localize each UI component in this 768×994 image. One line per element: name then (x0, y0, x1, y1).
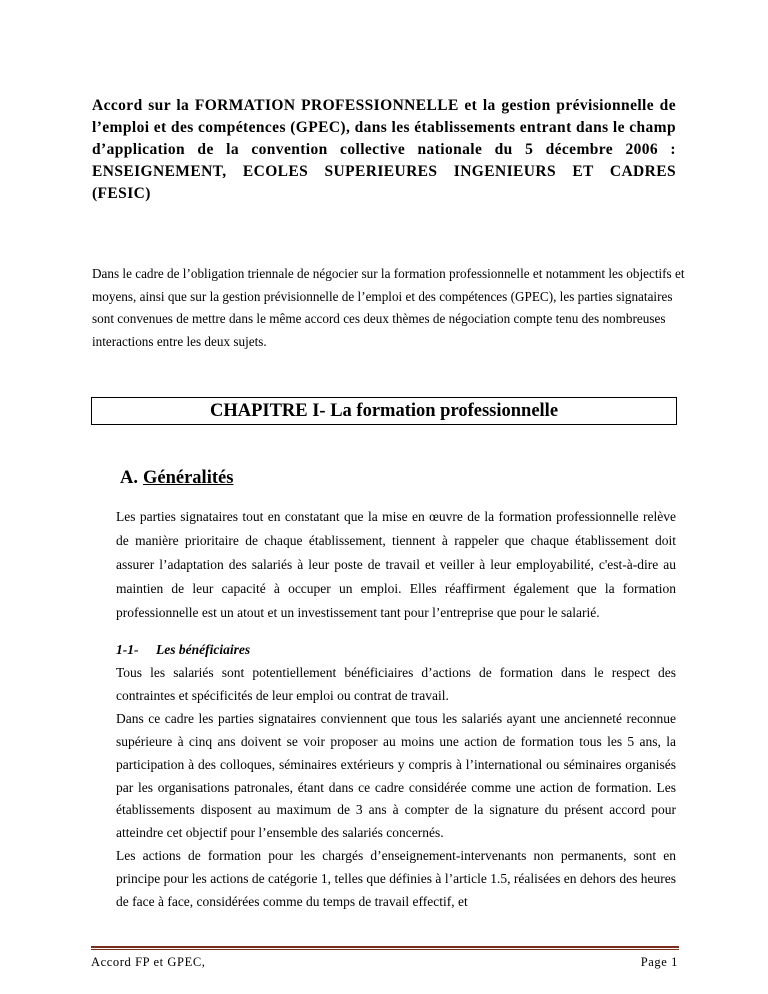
chapter-heading (91, 397, 677, 425)
chapter-title: CHAPITRE I- La formation professionnelle (209, 400, 559, 421)
section-label: Généralités (143, 468, 234, 488)
section-number: A. (120, 468, 138, 488)
intro-paragraph: Dans le cadre de l’obligation triennale de négocier sur la formation professionnelle et notamment les objectifs et moyens, ainsi que sur la gestion prévisionnelle de l’emploi et des compétences (GPEC), les parties signataires sont convenues de mettre dans le même accord ces deux thèmes de négociation compte tenu des nombreuses interactions entre les deux sujets. (92, 266, 685, 349)
footer-divider (91, 946, 679, 948)
body-paragraph: Tous les salariés sont potentiellement bénéficiaires d’actions de formation dans le respect des contraintes et spécificités de leur emploi ou contrat de travail. (116, 665, 676, 703)
subsection-heading (116, 642, 250, 658)
section-paragraph: Les parties signataires tout en constatant que la mise en œuvre de la formation professionnelle relève de manière prioritaire de chaque établissement, tiennent à rappeler que chaque établissement doit assurer l’adaptation des salariés à leur poste de travail et veiller à leur employabilité, c'est-à-dire au maintien de leur capacité à occuper un emploi. Elles réaffirment également que la formation professionnelle est un atout et un investissement tant pour l’entreprise que pour le salarié. (116, 509, 676, 620)
body-paragraph: Dans ce cadre les parties signataires conviennent que tous les salariés ayant une ancienneté reconnue supérieure à cinq ans doivent se voir proposer au moins une action de formation tous les 5 ans, la participation à des colloques, séminaires extérieurs y compris à l’international ou séminaires organisés par les organisations patronales, étant dans ce cadre considérée comme une action de formation. Les établissements disposent au maximum de 3 ans à compter de la signature du présent accord pour atteindre cet objectif pour l’ensemble des salariés concernés. (116, 710, 676, 841)
subsection-number: 1-1- (116, 642, 139, 657)
footer-document-name: Accord FP et GPEC, (91, 955, 206, 969)
section-heading (120, 468, 233, 489)
body-paragraph: Les actions de formation pour les chargés d’enseignement-intervenants non permanents, sont en principe pour les actions de catégorie 1, telles que définies à l’article 1.5, réalisées en dehors des heures de face à face, considérées comme du temps de travail effectif, et (116, 848, 676, 910)
subsection-label: Les bénéficiaires (156, 642, 251, 657)
footer-page-number: Page 1 (640, 955, 678, 969)
subsection-body (116, 662, 676, 914)
document-title: Accord sur la FORMATION PROFESSIONNELLE et la gestion prévisionnelle de l’emploi et des compétences (GPEC), dans les établissements entrant dans le champ d’application de la convention collective nationale du 5 décembre 2006 : ENSEIGNEMENT, ECOLES SUPERIEURES INGENIEURS ET CADRES (FESIC) (92, 97, 676, 202)
